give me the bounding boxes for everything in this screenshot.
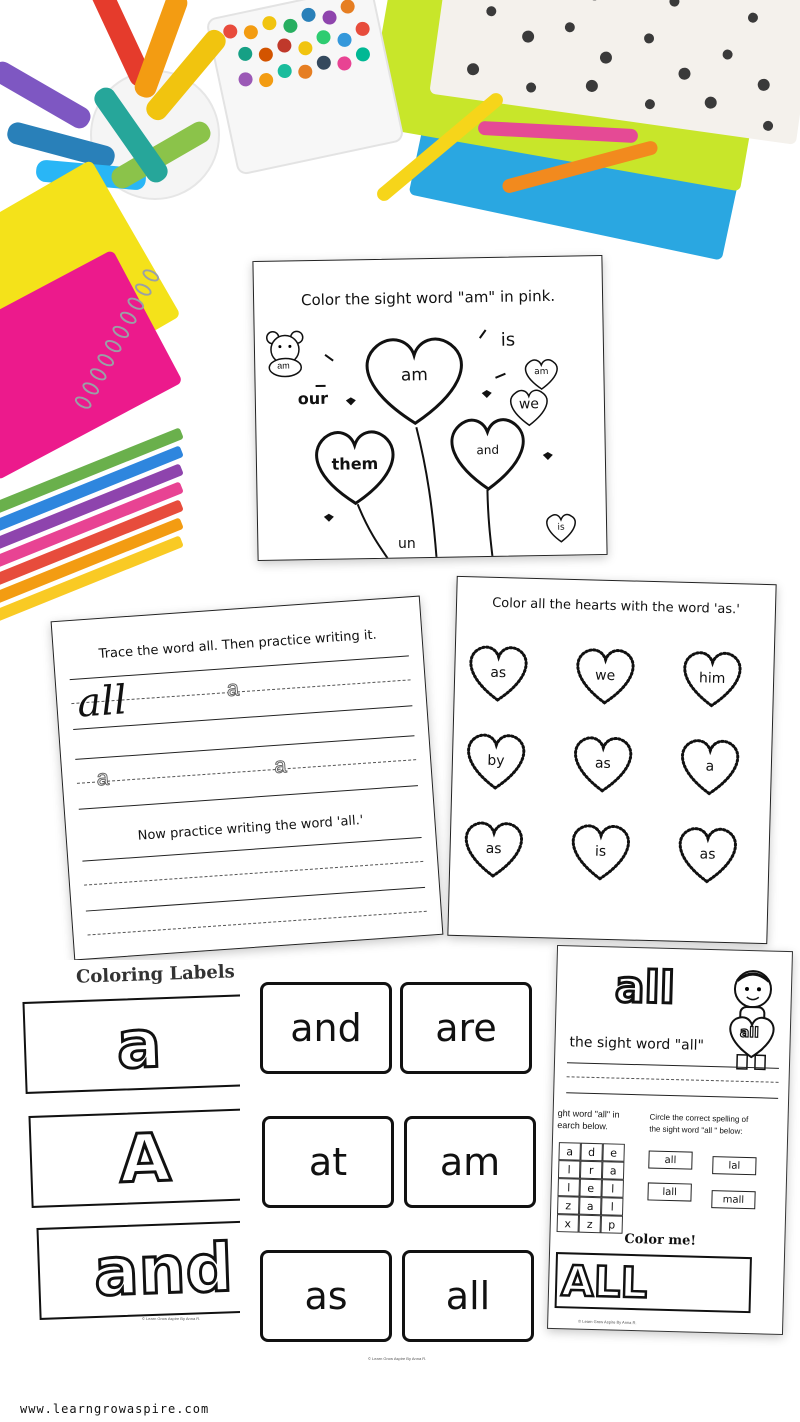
dotted-heart xyxy=(567,732,639,796)
heart-word: by xyxy=(487,752,505,770)
choice-lal: lal xyxy=(712,1156,756,1175)
word-is-top: is xyxy=(500,329,516,351)
grid-cell: a xyxy=(579,1197,601,1216)
sheet5-trace-lines xyxy=(566,1062,779,1108)
heart-word: as xyxy=(699,846,716,863)
heart-is-bottom: is xyxy=(543,511,580,544)
grid-cell: l xyxy=(601,1197,623,1216)
card-and: and xyxy=(260,982,392,1074)
heart-word: a xyxy=(705,758,715,775)
color-me-title: Color me! xyxy=(624,1231,697,1249)
sheet5-right-text-2: the sight word "all " below: xyxy=(649,1124,743,1136)
dotted-heart xyxy=(674,735,746,799)
word-un: un xyxy=(398,536,416,552)
hearts-grid xyxy=(448,577,776,944)
worksheet-all xyxy=(547,945,793,1335)
sheet5-footer: © Learn Grow Aspire By Anna R. xyxy=(578,1318,637,1326)
sheet1-title: Color the sight word "am" in pink. xyxy=(300,286,556,310)
grid-cell: r xyxy=(580,1161,602,1180)
word-search-grid xyxy=(557,1142,625,1234)
word-our: our xyxy=(297,388,329,409)
sheet5-left-text-2: earch below. xyxy=(557,1120,609,1132)
worksheet-hearts-as xyxy=(447,576,776,944)
sheet5-heading: the sight word "all" xyxy=(569,1034,705,1054)
dotted-heart xyxy=(460,729,532,793)
coloring-labels-sheet xyxy=(0,960,240,1320)
sheet5-left-text-1: ght word "all" in xyxy=(557,1108,620,1120)
marker-purple xyxy=(0,58,94,132)
sheet2-subtitle: Now practice writing the word 'all.' xyxy=(137,813,364,844)
grid-cell: p xyxy=(601,1215,623,1234)
grid-cell: e xyxy=(602,1143,624,1162)
trace-letter-1: a xyxy=(225,675,240,702)
choice-lall: lall xyxy=(647,1182,691,1201)
trace-word-solid: all xyxy=(75,677,129,727)
sheet2-title: Trace the word all. Then practice writing it. xyxy=(98,627,378,663)
word-cards-sheet xyxy=(240,960,550,1370)
grid-cell: e xyxy=(579,1179,601,1198)
heart-them: them xyxy=(306,424,403,508)
grid-cell: l xyxy=(558,1160,580,1179)
kid-badge-word: all xyxy=(739,1024,760,1042)
grid-cell: z xyxy=(557,1196,579,1215)
cards-footer: © Learn Grow Aspire By Anna R. xyxy=(368,1356,427,1361)
big-word-all: all xyxy=(614,961,676,1015)
pencil-cup xyxy=(205,0,405,176)
card-am: am xyxy=(404,1116,536,1208)
card-at: at xyxy=(262,1116,394,1208)
grid-cell: a xyxy=(602,1161,624,1180)
grid-cell: a xyxy=(558,1142,580,1161)
dotted-heart xyxy=(458,817,530,881)
heart-am-center: am xyxy=(355,330,475,428)
card-all: all xyxy=(402,1250,534,1342)
labels-footer: © Learn Grow Aspire By Anna R. xyxy=(142,1316,201,1321)
label-strip-A: A xyxy=(28,1108,261,1208)
grid-cell: l xyxy=(601,1179,623,1198)
label-strip-and: and xyxy=(36,1220,269,1320)
heart-and: and xyxy=(442,412,533,494)
heart-word: is xyxy=(594,843,607,860)
worksheet-trace-all xyxy=(51,596,444,961)
heart-word: as xyxy=(490,664,507,682)
heart-word: we xyxy=(594,667,616,685)
sheet3-title: Color all the hearts with the word 'as.' xyxy=(492,595,741,618)
labels-title: Coloring Labels xyxy=(75,961,236,988)
dotted-heart xyxy=(565,820,637,884)
heart-am-small: am xyxy=(521,357,562,392)
dotted-heart xyxy=(569,644,641,708)
label-strip-a: a xyxy=(22,994,255,1094)
grid-cell: x xyxy=(557,1214,579,1233)
choice-all: all xyxy=(648,1150,692,1169)
site-url[interactable]: www.learngrowaspire.com xyxy=(20,1402,210,1416)
heart-we: we xyxy=(506,387,553,428)
heart-word: as xyxy=(485,840,502,858)
grid-cell: d xyxy=(580,1143,602,1162)
practice-lines xyxy=(82,837,428,960)
grid-cell: l xyxy=(557,1178,579,1197)
dotted-heart xyxy=(676,647,748,711)
kid-icon xyxy=(721,966,784,1072)
color-me-box: ALL xyxy=(555,1252,752,1313)
grid-cell: z xyxy=(579,1215,601,1234)
card-as: as xyxy=(260,1250,392,1342)
sheet5-right-text-1: Circle the correct spelling of xyxy=(649,1112,749,1125)
heart-word: him xyxy=(698,670,726,687)
dotted-heart xyxy=(462,641,534,705)
heart-word: as xyxy=(594,755,612,772)
dotted-heart xyxy=(672,823,744,887)
choice-mall: mall xyxy=(711,1190,755,1209)
worksheet-color-am xyxy=(252,255,607,561)
trace-letter-3: a xyxy=(273,752,288,779)
card-are: are xyxy=(400,982,532,1074)
trace-letter-2: a xyxy=(95,764,110,791)
bear-word: am xyxy=(277,360,290,371)
